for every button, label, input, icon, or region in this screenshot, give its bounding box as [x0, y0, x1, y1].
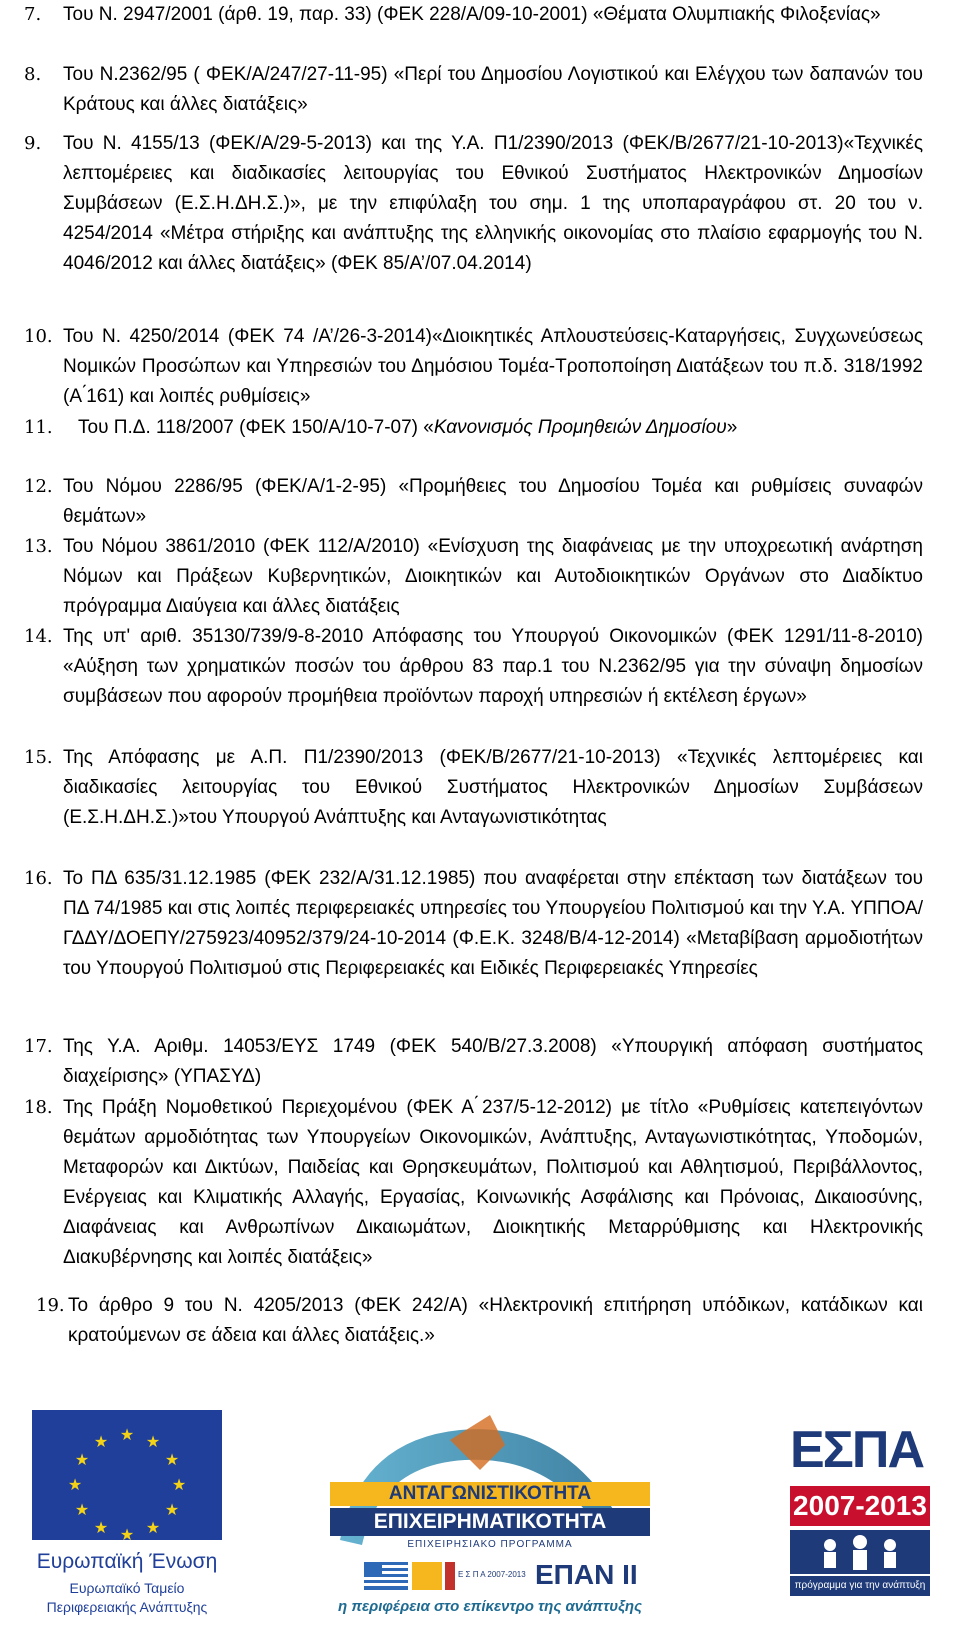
item-text: Της Πράξη Νομοθετικού Περιεχομένου (ΦΕΚ Α ́237/5-12-2012) με τίτλο «Ρυθμίσεις κατεπειγόντων θεμάτων αρμοδιότητας των Υπουργείων Οικονομικών, Ανάπτυξης, Ανταγωνιστικότητας, Υποδομών, Μεταφορών και Δικτύων, Παιδείας και Θρησκευμάτων, Πολιτισμού και Αθλητισμού, Περιβάλλοντος, Ενέργειας και Κλιματικής Αλλαγής, Εργασίας, Κοινωνικής Ασφάλισης και Πρόνοιας, Δικαιοσύνης, Διαφάνειας και Ανθρωπίνων Δικαιωμάτων, Διοικητικής Μεταρρύθμισης και Ηλεκτρονικής Διακυβέρνησης και λοιπές διατάξεις»: [63, 1097, 923, 1268]
eu-logo-fund-2: Περιφερειακής Ανάπτυξης: [46, 1599, 208, 1615]
people-icon: [790, 1530, 930, 1574]
svg-text:★: ★: [93, 1432, 109, 1451]
svg-text:★: ★: [119, 1425, 135, 1444]
espa-figure-band: [790, 1530, 930, 1574]
item-text: Του Ν. 4155/13 (ΦΕΚ/Α/29-5-2013) και της Υ.Α. Π1/2390/2013 (ΦΕΚ/Β/2677/21-10-2013)«Τεχνικές λεπτομέρειες και διαδικασίες λειτουργίας του Εθνικού Συστήματος Ηλεκτρονικών Δημοσίων Συμβάσεων (Ε.Σ.Η.ΔΗ.Σ.)», με την επιφύλαξη του σημ. 1 της υποπαραγράφου στ. 20 του ν. 4254/2014 «Μέτρα στήριξης και ανάπτυξης της ελληνικής οικονομίας στο πλαίσιο εφαρμογής του Ν. 4046/2012 και άλλες διατάξεις» (ΦΕΚ 85/Α’/07.04.2014): [63, 133, 923, 274]
eu-logo-title: Ευρωπαϊκή Ένωση: [36, 1550, 218, 1573]
item-text-italic: Κανονισμός Προμηθειών Δημοσίου: [433, 417, 727, 438]
espa-logo: [780, 1420, 940, 1620]
svg-text:★: ★: [171, 1475, 187, 1494]
eu-logo: [12, 1400, 242, 1625]
eu-logo-fund: Ευρωπαϊκό Ταμείο: [69, 1580, 185, 1596]
svg-text:★: ★: [67, 1475, 83, 1494]
logo-competitiveness: ΑΝΤΑΓΩΝΙΣΤΙΚΟΤΗΤΑ: [388, 1483, 592, 1504]
item-number: 9.: [24, 133, 42, 154]
competitiveness-logo: [300, 1400, 680, 1625]
espa-tagline: πρόγραμμα για την ανάπτυξη: [790, 1576, 930, 1596]
svg-text:★: ★: [74, 1500, 90, 1519]
svg-text:★: ★: [164, 1450, 180, 1469]
svg-text:★: ★: [93, 1518, 109, 1537]
item-number: 14.: [24, 626, 53, 647]
item-number: 15.: [24, 747, 53, 768]
logo-entrepreneurship: ΕΠΙΧΕΙΡΗΜΑΤΙΚΟΤΗΤΑ: [373, 1510, 607, 1533]
item-text: Το ΠΔ 635/31.12.1985 (ΦΕΚ 232/Α/31.12.1985) που αναφέρεται στην επέκταση των διατάξεων του ΠΔ 74/1985 και στις λοιπές περιφερειακές υπηρεσίες του Υπουργείου Πολιτισμού και την Υ.Α. ΥΠΠΟΑ/ΓΔΔΥ/ΔΟΕΠΥ/275923/40952/379/24-10-2014 (Φ.Ε.Κ. 3248/Β/4-12-2014) «Μεταβίβαση αρμοδιοτήτων του Υπουργού Πολιτισμού στις Περιφερειακές και Ειδικές Περιφερειακές Υπηρεσίες: [63, 868, 923, 979]
item-text: Του Ν. 2947/2001 (άρθ. 19, παρ. 33) (ΦΕΚ 228/Α/09-10-2001) «Θέματα Ολυμπιακής Φιλοξενίας»: [63, 4, 881, 25]
item-text: Του Ν. 4250/2014 (ΦΕΚ 74 /Α’/26-3-2014)«Διοικητικές Απλουστεύσεις-Καταργήσεις, Συγχωνεύσεως Νομικών Προσώπων και Υπηρεσιών του Δημόσιου Τομέα-Τροποποίηση Διατάξεων του π.δ. 318/1992 (Α ́161) και λοιπές ρυθμίσεις»: [63, 326, 923, 407]
item-number: 12.: [24, 476, 53, 497]
item-text: Του Νόμου 3861/2010 (ΦΕΚ 112/Α/2010) «Ενίσχυση της διαφάνειας με την υποχρεωτική ανάρτηση Νόμων και Πράξεων Κυβερνητικών, Διοικητικών και Αυτοδιοικητικών Οργάνων στο Διαδίκτυο πρόγραμμα Διαύγεια και άλλες διατάξεις: [63, 536, 923, 617]
espa-word: ΕΣΠΑ: [790, 1421, 923, 1479]
svg-text:★: ★: [74, 1450, 90, 1469]
item-text: Της υπ' αριθ. 35130/739/9-8-2010 Απόφασης του Υπουργού Οικονομικών (ΦΕΚ 1291/11-8-2010) «Αύξηση των χρηματικών ποσών του άρθρου 83 παρ.1 του Ν.2362/95 για την σύναψη δημοσίων συμβάσεων που αφορούν προμήθεια προϊόντων παροχή υπηρεσιών ή εκτέλεση έργων»: [63, 626, 923, 707]
funding-logos: [0, 1400, 960, 1630]
logo-operational-program: ΕΠΙΧΕΙΡΗΣΙΑΚΟ ΠΡΟΓΡΑΜΜΑ: [407, 1539, 573, 1550]
logo-slogan: η περιφέρεια στο επίκεντρο της ανάπτυξης: [337, 1598, 642, 1615]
item-text: Του Ν.2362/95 ( ΦΕΚ/Α/247/27-11-95) «Περί του Δημοσίου Λογιστικού και Ελέγχου των δαπανών του Κράτους και άλλες διατάξεις»: [63, 64, 923, 115]
logo-epan: ΕΠΑΝ ΙΙ: [535, 1559, 638, 1590]
item-number: 18.: [24, 1097, 53, 1118]
item-text: Της Απόφασης με Α.Π. Π1/2390/2013 (ΦΕΚ/Β/2677/21-10-2013) «Τεχνικές λεπτομέρειες και διαδικασίες λειτουργίας του Εθνικού Συστήματος Ηλεκτρονικών Δημοσίων Συμβάσεων (Ε.Σ.Η.ΔΗ.Σ.)»του Υπουργού Ανάπτυξης και Ανταγωνιστικότητας: [63, 747, 923, 828]
item-number: 17.: [24, 1036, 53, 1057]
svg-text:★: ★: [145, 1432, 161, 1451]
item-text-pre: Του Π.Δ. 118/2007 (ΦΕΚ 150/Α/10-7-07) «: [78, 417, 434, 438]
item-number: 11.: [24, 417, 53, 438]
espa-years: 2007-2013: [790, 1486, 930, 1526]
item-number: 19.: [36, 1295, 65, 1316]
item-text: Του Νόμου 2286/95 (ΦΕΚ/Α/1-2-95) «Προμήθειες του Δημοσίου Τομέα και ρυθμίσεις συναφών θεμάτων»: [63, 476, 923, 527]
item-number: 13.: [24, 536, 53, 557]
svg-text:★: ★: [145, 1518, 161, 1537]
eu-flag-icon: [32, 1410, 222, 1540]
item-text: Της Υ.Α. Αριθμ. 14053/ΕΥΣ 1749 (ΦΕΚ 540/Β/27.3.2008) «Υπουργική απόφαση συστήματος διαχείρισης» (ΥΠΑΣΥΔ): [63, 1036, 923, 1087]
svg-text:★: ★: [119, 1525, 135, 1540]
item-number: 7.: [24, 4, 42, 25]
logo-espa-small: Ε Σ Π Α 2007-2013: [458, 1570, 526, 1579]
item-number: 10.: [24, 326, 53, 347]
item-text: [78, 413, 938, 443]
svg-text:★: ★: [164, 1500, 180, 1519]
item-number: 16.: [24, 868, 53, 889]
item-text: Το άρθρο 9 του Ν. 4205/2013 (ΦΕΚ 242/Α) «Ηλεκτρονική επιτήρηση υπόδικων, κατάδικων και κρατούμενων σε άδεια και άλλες διατάξεις.»: [68, 1295, 923, 1346]
item-text-post: »: [726, 417, 738, 438]
item-number: 8.: [24, 64, 42, 85]
